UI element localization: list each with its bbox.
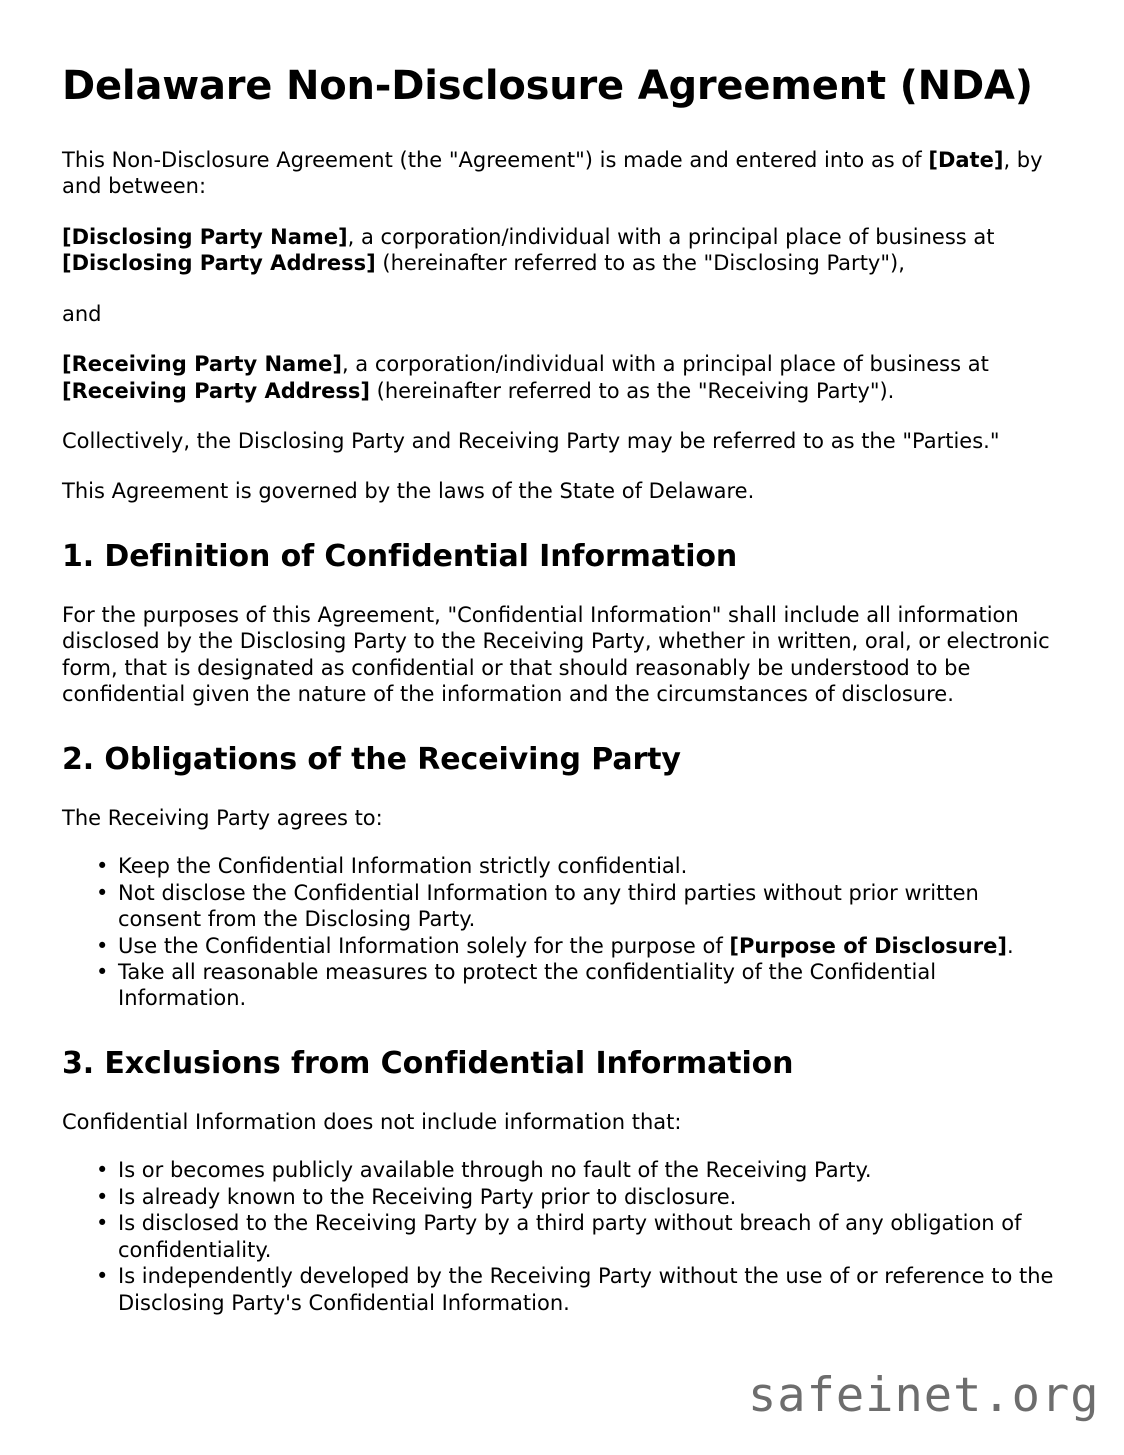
bullet-icon: • <box>96 1211 109 1236</box>
conjunction-paragraph: and <box>62 301 102 326</box>
list-item <box>62 1157 1062 1183</box>
list-item <box>62 959 1062 1012</box>
list-item-text: Not disclose the Confidential Information to any third parties without prior written consent from the Disclosing Party. <box>118 880 979 932</box>
purpose-of-disclosure-placeholder: [Purpose of Disclosure] <box>729 933 1007 958</box>
obligations-list <box>62 853 1062 1012</box>
list-item-text-before: Use the Confidential Information solely for the purpose of <box>118 933 730 958</box>
disclosing-party-address-placeholder: [Disclosing Party Address] <box>62 251 376 276</box>
bullet-icon: • <box>96 1264 109 1289</box>
intro-text-before-date: This Non-Disclosure Agreement (the "Agreement") is made and entered into as of <box>62 147 929 172</box>
bullet-icon: • <box>96 1184 109 1209</box>
list-item-text: Take all reasonable measures to protect the confidentiality of the Confidential Information. <box>118 959 937 1011</box>
governing-law-paragraph: This Agreement is governed by the laws of the State of Delaware. <box>62 479 755 504</box>
list-item <box>62 933 1062 959</box>
intro-text-after-date: , by and between: <box>62 147 1043 199</box>
list-item-text: Keep the Confidential Information strictly confidential. <box>118 854 688 879</box>
bullet-icon: • <box>96 854 109 879</box>
list-item-text-after: . <box>1006 933 1014 958</box>
collectively-paragraph: Collectively, the Disclosing Party and Receiving Party may be referred to as the "Parties." <box>62 428 1000 453</box>
disclosing-party-text-1: , a corporation/individual with a principal place of business at <box>347 224 995 249</box>
bullet-icon: • <box>96 1158 109 1183</box>
disclosing-party-name-placeholder: [Disclosing Party Name] <box>62 224 348 249</box>
disclosing-party-text-2: (hereinafter referred to as the "Disclosing Party"), <box>375 251 905 276</box>
bullet-icon: • <box>96 880 109 905</box>
receiving-party-address-placeholder: [Receiving Party Address] <box>62 378 370 403</box>
receiving-party-text-2: (hereinafter referred to as the "Receiving Party"). <box>370 378 895 403</box>
section-lead-in-3: Confidential Information does not include information that: <box>62 1109 682 1134</box>
list-item <box>62 853 1062 879</box>
section-body-1: For the purposes of this Agreement, "Confidential Information" shall include all information disclosed by the Disclosing Party to the Receiving Party, whether in written, oral, or electronic form, that is designated as confidential or that should reasonably be understood to be confidential given the nature of the information and the circumstances of disclosure. <box>62 602 1050 707</box>
intro-paragraph-date <box>62 147 1062 200</box>
section-lead-in-2: The Receiving Party agrees to: <box>62 805 383 830</box>
receiving-party-text-1: , a corporation/individual with a principal place of business at <box>341 352 989 377</box>
list-item <box>62 1184 1062 1210</box>
list-item <box>62 1263 1062 1316</box>
receiving-party-paragraph <box>62 351 1062 404</box>
list-item-text: Is or becomes publicly available through no fault of the Receiving Party. <box>118 1158 872 1183</box>
list-item <box>62 1210 1062 1263</box>
list-item-text: Is independently developed by the Receiving Party without the use of or reference to the Disclosing Party's Confidential Information. <box>118 1264 1054 1315</box>
section-heading-3: 3. Exclusions from Confidential Information <box>62 1045 794 1081</box>
list-item-text: Is disclosed to the Receiving Party by a third party without breach of any obligation of confidentiality. <box>118 1211 1022 1262</box>
bullet-icon: • <box>96 933 109 958</box>
date-placeholder: [Date] <box>928 147 1004 172</box>
page-title: Delaware Non-Disclosure Agreement (NDA) <box>62 63 1033 109</box>
disclosing-party-paragraph <box>62 224 1062 277</box>
exclusions-list <box>62 1157 1062 1316</box>
section-heading-2: 2. Obligations of the Receiving Party <box>62 741 681 777</box>
receiving-party-name-placeholder: [Receiving Party Name] <box>62 352 342 377</box>
list-item-text: Is already known to the Receiving Party prior to disclosure. <box>118 1184 737 1209</box>
section-heading-1: 1. Definition of Confidential Information <box>62 538 738 574</box>
document-content <box>62 62 1062 1316</box>
list-item <box>62 880 1062 933</box>
bullet-icon: • <box>96 959 109 984</box>
watermark: safeinet.org <box>748 1368 1100 1423</box>
